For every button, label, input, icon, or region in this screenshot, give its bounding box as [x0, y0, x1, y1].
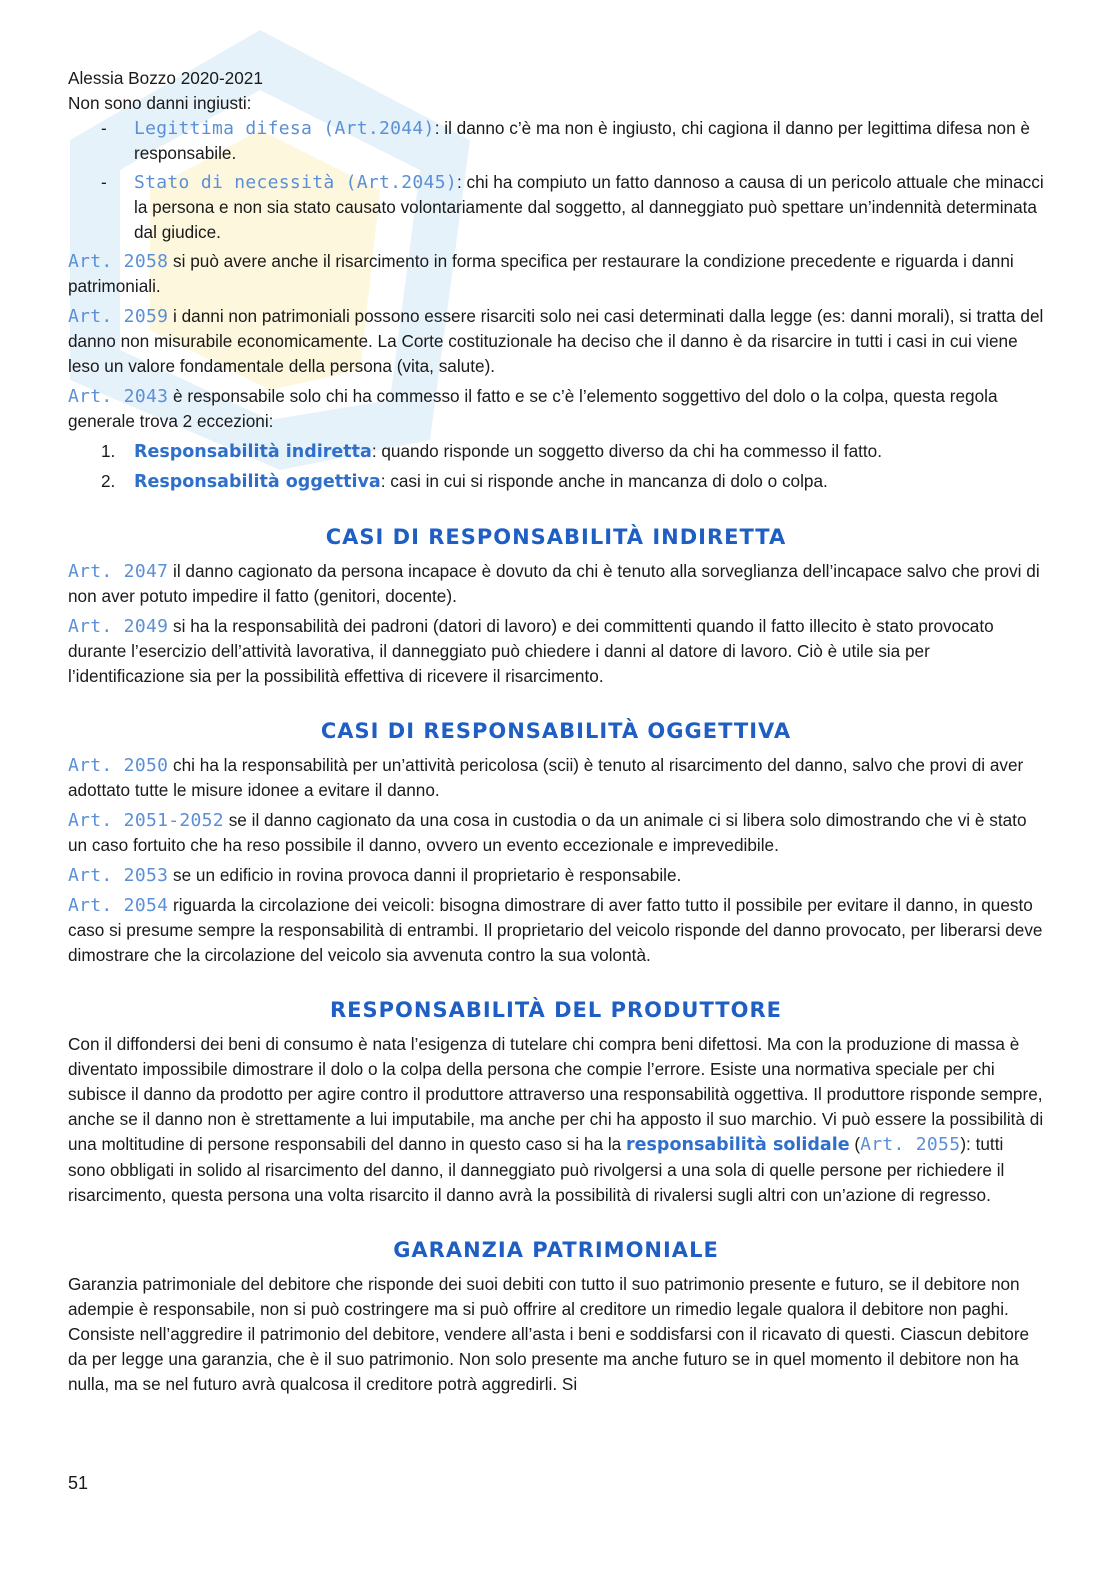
term-stato-necessita: Stato di necessità (Art.2045) [134, 172, 457, 193]
list-item-text: : casi in cui si risponde anche in mancanza di dolo o colpa. [380, 471, 828, 491]
list-item-text: : chi ha compiuto un fatto dannoso a causa di un pericolo attuale che minacci la persona e non sia stato causato volontariamente dal soggetto, al danneggiato può spettare un’indennità determinata dal giudice. [134, 172, 1044, 242]
paragraph-art-2043 [68, 384, 1044, 434]
article-ref: Art. 2055 [860, 1134, 961, 1155]
list-item [68, 469, 1044, 495]
paragraph-art-2053 [68, 863, 1044, 888]
paragraph-text: i danni non patrimoniali possono essere risarciti solo nei casi determinati dalla legge (es: danni morali), si tratta del danno non misurabile economicamente. La Corte costituzionale ha deciso che il danno è da risarcire in tutti i casi in cui viene leso un valore fondamentale della persona (vita, salute). [68, 306, 1044, 376]
paragraph-text: se il danno cagionato da una cosa in custodia o da un animale ci si libera solo dimostrando che vi è stato un caso fortuito che ha reso possibile il danno, ovvero un evento eccezionale e imprevedibile. [68, 810, 1027, 855]
article-ref: Art. 2047 [68, 561, 169, 582]
paragraph-art-2051-2052 [68, 808, 1044, 858]
paragraph-art-2049 [68, 614, 1044, 689]
term-legittima-difesa: Legittima difesa (Art.2044) [134, 118, 435, 139]
paragraph-garanzia: Garanzia patrimoniale del debitore che risponde dei suoi debiti con tutto il suo patrimonio presente e futuro, se il debitore non adempie è responsabile, non si può costringere ma si può offrire al creditore un rimedio legale qualora il debitore non paghi. Consiste nell’aggredire il patrimonio del debitore, vendere all’asta i beni e soddisfarsi con il ricavato di questi. Ciascun debitore da per legge una garanzia, che è il suo patrimonio. Non solo presente ma anche futuro se in quel momento il debitore non ha nulla, ma se nel futuro avrà qualcosa il creditore potrà aggredirli. Si [68, 1274, 1030, 1394]
list-item [68, 170, 1044, 245]
list-item-text: : quando risponde un soggetto diverso da chi ha commesso il fatto. [371, 441, 883, 461]
heading-responsabilita-produttore: RESPONSABILITÀ DEL PRODUTTORE [330, 998, 782, 1022]
heading-responsabilita-indiretta: CASI DI RESPONSABILITÀ INDIRETTA [325, 525, 787, 549]
page-number: 51 [68, 1473, 89, 1493]
list-item-text: : il danno c’è ma non è ingiusto, chi cagiona il danno per legittima difesa non è responsabile. [134, 118, 1030, 163]
list-marker: - [101, 172, 107, 192]
paragraph-produttore [68, 1032, 1044, 1208]
unjust-damage-list [68, 116, 1044, 245]
paragraph-art-2050 [68, 753, 1044, 803]
heading-garanzia-patrimoniale: GARANZIA PATRIMONIALE [393, 1238, 719, 1262]
list-item [68, 439, 1044, 465]
paragraph-text: se un edificio in rovina provoca danni il proprietario è responsabile. [168, 865, 682, 885]
paragraph-art-2058 [68, 249, 1044, 299]
list-marker: 1. [101, 441, 116, 461]
article-ref: Art. 2049 [68, 616, 169, 637]
document-page [68, 66, 1044, 1402]
term-responsabilita-indiretta: Responsabilità indiretta [134, 442, 372, 462]
term-responsabilita-solidale: responsabilità solidale [626, 1135, 850, 1155]
paragraph-text: si può avere anche il risarcimento in forma specifica per restaurare la condizione precedente e riguarda i danni patrimoniali. [68, 251, 1014, 296]
paragraph-text: si ha la responsabilità dei padroni (datori di lavoro) e dei committenti quando il fatto illecito è stato provocato durante l’esercizio dell’attività lavorativa, il danneggiato può chiedere i danni al datore di lavoro. Ciò è utile sia per l’identificazione sia per la possibilità effettiva di ricevere il risarcimento. [68, 616, 994, 686]
article-ref: Art. 2053 [68, 865, 169, 886]
paragraph-art-2047 [68, 559, 1044, 609]
article-ref: Art. 2050 [68, 755, 169, 776]
paragraph-text: ): tutti sono obbligati in solido al risarcimento del danno, il danneggiato può rivolgersi a una sola di quelle persone per richiedere il risarcimento, questa persona una volta risarcito il danno avrà la possibilità di rivalersi sugli altri con un’azione di regresso. [68, 1134, 1005, 1205]
exceptions-list [68, 439, 1044, 495]
list-marker: 2. [101, 471, 116, 491]
heading-responsabilita-oggettiva: CASI DI RESPONSABILITÀ OGGETTIVA [320, 719, 792, 743]
paragraph-text: Con il diffondersi dei beni di consumo è nata l’esigenza di tutelare chi compra beni difettosi. Ma con la produzione di massa è diventato impossibile dimostrare il dolo o la colpa della persona che compie l’errore. Esiste una normativa speciale per chi subisce il danno da prodotto per agire contro il produttore attraverso una responsabilità oggettiva. Il produttore risponde sempre, anche se il danno non è strettamente a lui imputabile, ma anche per chi ha apposto il suo marchio. Vi può essere la possibilità di una moltitudine di persone responsabili del danno in questo caso si ha la [68, 1034, 1044, 1154]
list-item [68, 116, 1044, 166]
article-ref: Art. 2058 [68, 251, 169, 272]
article-ref: Art. 2054 [68, 895, 169, 916]
intro-text: Non sono danni ingiusti: [68, 93, 252, 113]
paragraph-text: ( [849, 1134, 861, 1154]
term-responsabilita-oggettiva: Responsabilità oggettiva [134, 472, 381, 492]
article-ref: Art. 2051-2052 [68, 810, 224, 831]
list-marker: - [101, 118, 107, 138]
paragraph-text: è responsabile solo chi ha commesso il fatto e se c’è l’elemento soggettivo del dolo o la colpa, questa regola generale trova 2 eccezioni: [68, 386, 998, 431]
paragraph-text: il danno cagionato da persona incapace è dovuto da chi è tenuto alla sorveglianza dell’incapace salvo che provi di non aver potuto impedire il fatto (genitori, docente). [68, 561, 1040, 606]
paragraph-text: chi ha la responsabilità per un’attività pericolosa (scii) è tenuto al risarcimento del danno, salvo che provi di aver adottato tutte le misure idonee a evitare il danno. [68, 755, 1024, 800]
paragraph-text: riguarda la circolazione dei veicoli: bisogna dimostrare di aver fatto tutto il possibile per evitare il danno, in questo caso si presume sempre la responsabilità di entrambi. Il proprietario del veicolo risponde del danno provocato, per liberarsi deve dimostrare che la circolazione del veicolo sia avvenuta contro la sua volontà. [68, 895, 1043, 965]
article-ref: Art. 2043 [68, 386, 169, 407]
paragraph-art-2054 [68, 893, 1044, 968]
paragraph-art-2059 [68, 304, 1044, 379]
author-header: Alessia Bozzo 2020-2021 [68, 68, 263, 88]
article-ref: Art. 2059 [68, 306, 169, 327]
